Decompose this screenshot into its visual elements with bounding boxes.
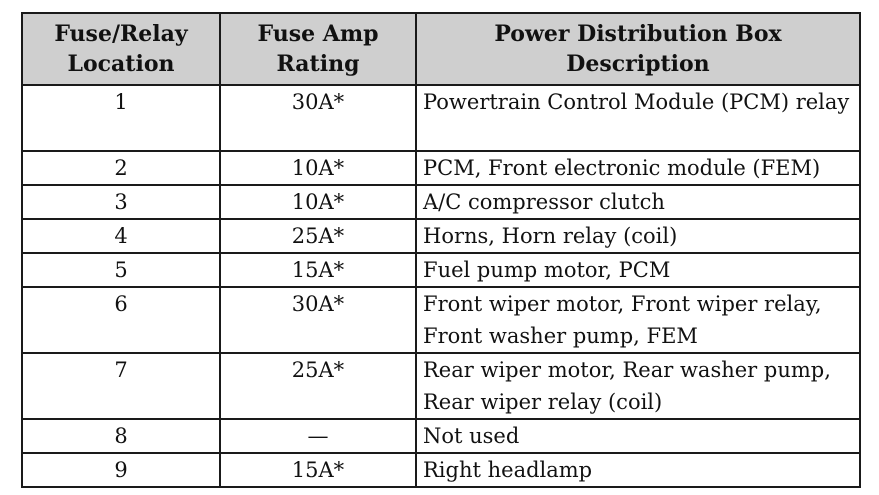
table-body [22, 85, 860, 487]
cell-description: PCM, Front electronic module (FEM) [416, 151, 860, 185]
cell-description: Horns, Horn relay (coil) [416, 219, 860, 253]
table-row [22, 287, 860, 353]
cell-location: 2 [22, 151, 220, 185]
cell-location: 5 [22, 253, 220, 287]
cell-location: 1 [22, 85, 220, 151]
table-row [22, 151, 860, 185]
cell-description: A/C compressor clutch [416, 185, 860, 219]
cell-location: 4 [22, 219, 220, 253]
table-header [22, 13, 860, 85]
cell-rating: 10A* [220, 185, 416, 219]
cell-location: 6 [22, 287, 220, 353]
cell-description: Right headlamp [416, 453, 860, 487]
table-row [22, 353, 860, 419]
cell-rating: 30A* [220, 85, 416, 151]
cell-rating: 25A* [220, 353, 416, 419]
cell-rating: 30A* [220, 287, 416, 353]
cell-location: 9 [22, 453, 220, 487]
table-row [22, 419, 860, 453]
cell-rating: 25A* [220, 219, 416, 253]
fuse-table [21, 12, 861, 488]
cell-location: 3 [22, 185, 220, 219]
cell-description: Not used [416, 419, 860, 453]
header-row [22, 13, 860, 85]
header-description: Power Distribution Box Description [416, 13, 860, 85]
cell-description: Rear wiper motor, Rear washer pump, Rear wiper relay (coil) [416, 353, 860, 419]
cell-rating: 15A* [220, 453, 416, 487]
cell-description: Fuel pump motor, PCM [416, 253, 860, 287]
table-row [22, 185, 860, 219]
table-row [22, 85, 860, 151]
header-rating: Fuse Amp Rating [220, 13, 416, 85]
table-row [22, 219, 860, 253]
cell-rating: 15A* [220, 253, 416, 287]
header-location: Fuse/Relay Location [22, 13, 220, 85]
cell-rating: — [220, 419, 416, 453]
cell-description: Front wiper motor, Front wiper relay, Front washer pump, FEM [416, 287, 860, 353]
table-row [22, 453, 860, 487]
cell-location: 7 [22, 353, 220, 419]
table-row [22, 253, 860, 287]
cell-rating: 10A* [220, 151, 416, 185]
cell-location: 8 [22, 419, 220, 453]
cell-description: Powertrain Control Module (PCM) relay [416, 85, 860, 151]
